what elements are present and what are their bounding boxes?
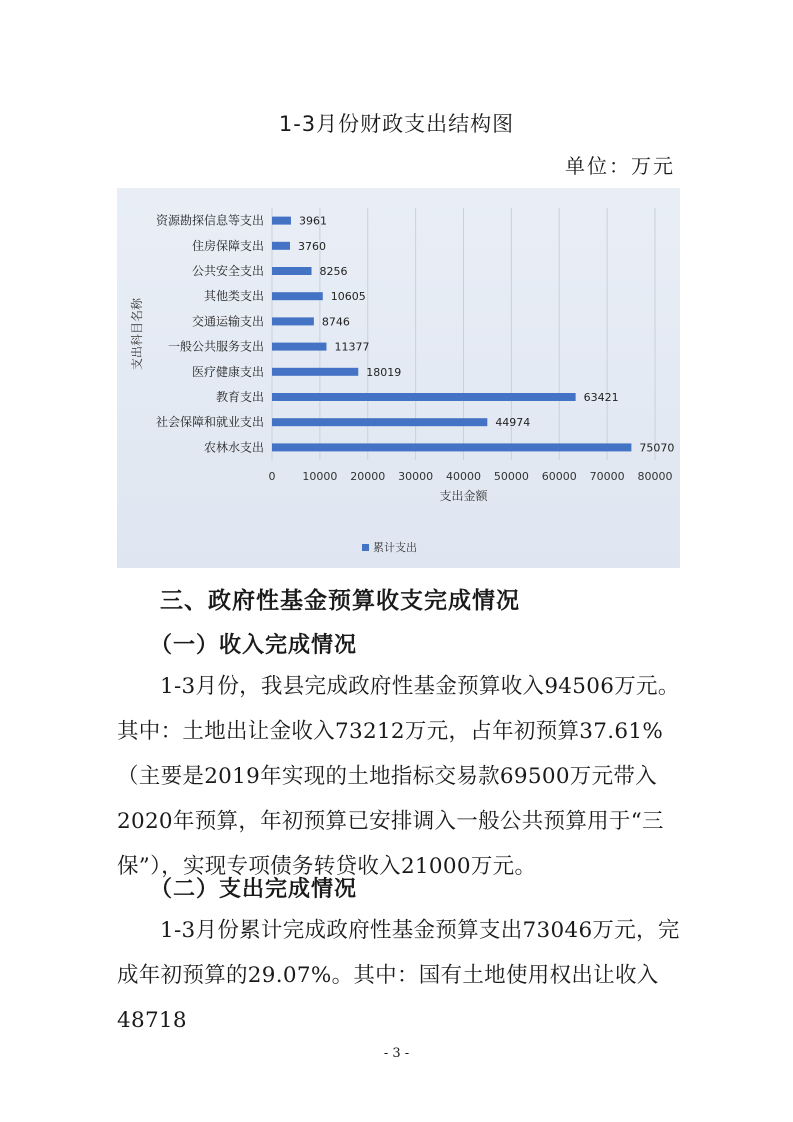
- bar: [272, 267, 312, 275]
- income-paragraph: 1-3月份，我县完成政府性基金预算收入94506万元。其中：土地出让金收入73212万元，占年初预算37.61%（主要是2019年实现的土地指标交易款69500万元带入2020年预算，年初预算已安排调入一般公共预算用于“三保”），实现专项债务转贷收入21000万元。: [117, 674, 680, 879]
- bar-value-label: 10605: [330, 290, 366, 304]
- legend-label: 累计支出: [373, 541, 417, 554]
- x-tick-label: 10000: [302, 470, 338, 483]
- y-category-label: 一般公共服务支出: [167, 339, 264, 354]
- bar-value-label: 3961: [298, 214, 327, 228]
- y-category-label: 社会保障和就业支出: [155, 415, 264, 430]
- bar: [272, 217, 291, 225]
- expenditure-bar-chart: [117, 188, 680, 568]
- bar-value-label: 18019: [366, 365, 402, 379]
- y-category-label: 农林水支出: [203, 440, 264, 455]
- bar: [272, 343, 326, 351]
- bar: [272, 242, 290, 250]
- page-number: - 3 -: [383, 1046, 410, 1061]
- y-category-label: 公共安全支出: [191, 264, 264, 278]
- x-axis-title: 支出金额: [439, 489, 488, 503]
- bar-value-label: 44974: [495, 416, 531, 430]
- expenditure-paragraph: 1-3月份累计完成政府性基金预算支出73046万元，完成年初预算的29.07%。其中：国有土地使用权出让收入48718: [117, 918, 680, 1033]
- bar-value-label: 8256: [319, 265, 348, 278]
- y-category-label: 资源勘探信息等支出: [155, 213, 264, 228]
- y-category-label: 交通运输支出: [191, 314, 264, 329]
- chart-title: 1-3月份财政支出结构图: [278, 112, 515, 136]
- bar: [272, 393, 576, 401]
- x-tick-label: 70000: [589, 470, 625, 483]
- chart-svg: [117, 188, 680, 568]
- y-axis-title: 支出科目名称: [130, 297, 144, 371]
- bar-value-label: 8746: [321, 315, 350, 329]
- income-subheading: （一）收入完成情况: [150, 632, 358, 658]
- bar: [272, 368, 358, 376]
- y-category-label: 住房保障支出: [191, 238, 264, 253]
- x-tick-label: 80000: [637, 470, 673, 483]
- y-category-label: 教育支出: [215, 390, 264, 404]
- unit-label: 单位：万元: [565, 154, 675, 178]
- y-category-label: 其他类支出: [203, 289, 264, 304]
- bar-value-label: 75070: [639, 441, 675, 455]
- x-tick-label: 0: [268, 470, 276, 483]
- legend-swatch: [362, 544, 369, 551]
- bar-value-label: 63421: [583, 391, 619, 404]
- y-category-label: 医疗健康支出: [191, 364, 264, 379]
- bar: [272, 418, 487, 426]
- bar: [272, 292, 323, 300]
- bar-value-label: 3760: [298, 239, 327, 253]
- x-tick-label: 30000: [398, 470, 434, 483]
- x-tick-label: 20000: [350, 470, 386, 483]
- x-tick-label: 50000: [493, 470, 529, 483]
- bar-value-label: 11377: [334, 340, 370, 354]
- expenditure-subheading: （二）支出完成情况: [150, 876, 358, 902]
- x-tick-label: 60000: [541, 470, 577, 483]
- bar: [272, 317, 314, 325]
- bar: [272, 443, 631, 451]
- x-tick-label: 40000: [446, 470, 481, 483]
- section-heading: 三、政府性基金预算收支完成情况: [160, 587, 520, 614]
